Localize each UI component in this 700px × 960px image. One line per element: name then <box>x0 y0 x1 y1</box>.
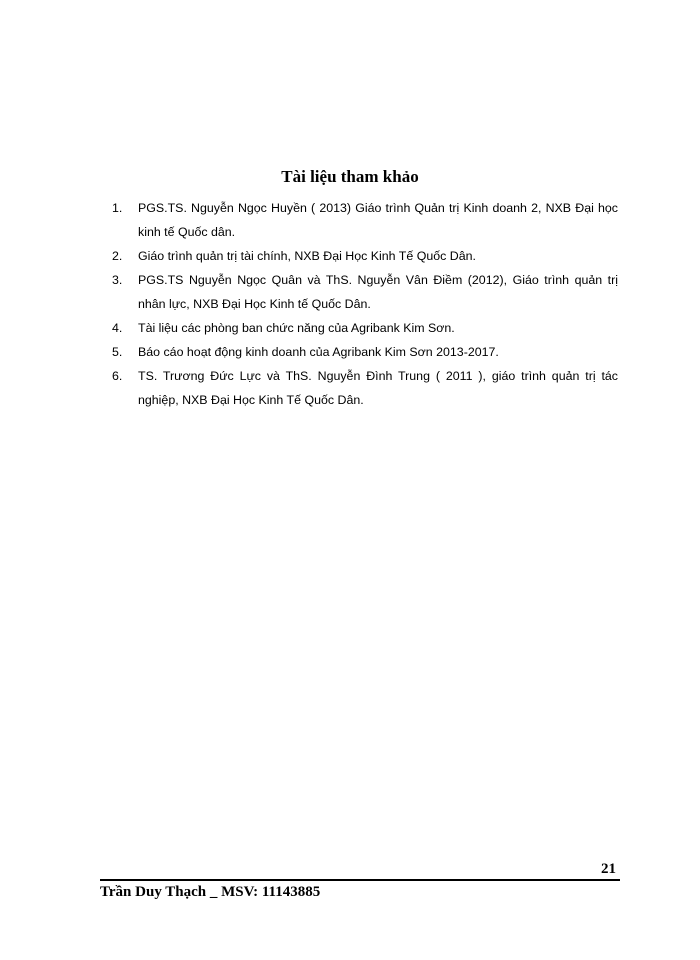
reference-number: 1. <box>112 201 123 215</box>
reference-text: TS. Trương Đức Lực và ThS. Nguyễn Đình Trung ( 2011 ), giáo trình quản trị tác nghiệp, NXB Đại Học Kinh Tế Quốc Dân. <box>138 369 618 407</box>
reference-text: Tài liệu các phòng ban chức năng của Agribank Kim Sơn. <box>138 321 455 335</box>
reference-number: 4. <box>112 321 123 335</box>
page-title: Tài liệu tham khảo <box>281 167 419 186</box>
reference-item-4 <box>112 316 618 340</box>
page-number: 21 <box>601 861 616 877</box>
reference-item-1 <box>112 196 618 244</box>
reference-item-5 <box>112 340 618 364</box>
footer-divider <box>100 879 620 881</box>
reference-item-6 <box>112 364 618 412</box>
reference-number: 5. <box>112 345 123 359</box>
reference-number: 2. <box>112 249 123 263</box>
reference-text: Giáo trình quản trị tài chính, NXB Đại Học Kinh Tế Quốc Dân. <box>138 249 476 263</box>
reference-text: Báo cáo hoạt động kinh doanh của Agribank Kim Sơn 2013-2017. <box>138 345 499 359</box>
reference-text: PGS.TS Nguyễn Ngọc Quân và ThS. Nguyễn Vân Điềm (2012), Giáo trình quản trị nhân lực, NXB Đại Học Kinh tế Quốc Dân. <box>138 273 618 311</box>
reference-item-3 <box>112 268 618 316</box>
reference-text: PGS.TS. Nguyễn Ngọc Huyền ( 2013) Giáo trình Quản trị Kinh doanh 2, NXB Đại học kinh tế Quốc dân. <box>138 201 618 239</box>
reference-number: 3. <box>112 273 123 287</box>
reference-number: 6. <box>112 369 123 383</box>
reference-list <box>112 196 618 412</box>
footer-author: Trần Duy Thạch _ MSV: 11143885 <box>100 884 321 900</box>
reference-item-2 <box>112 244 618 268</box>
